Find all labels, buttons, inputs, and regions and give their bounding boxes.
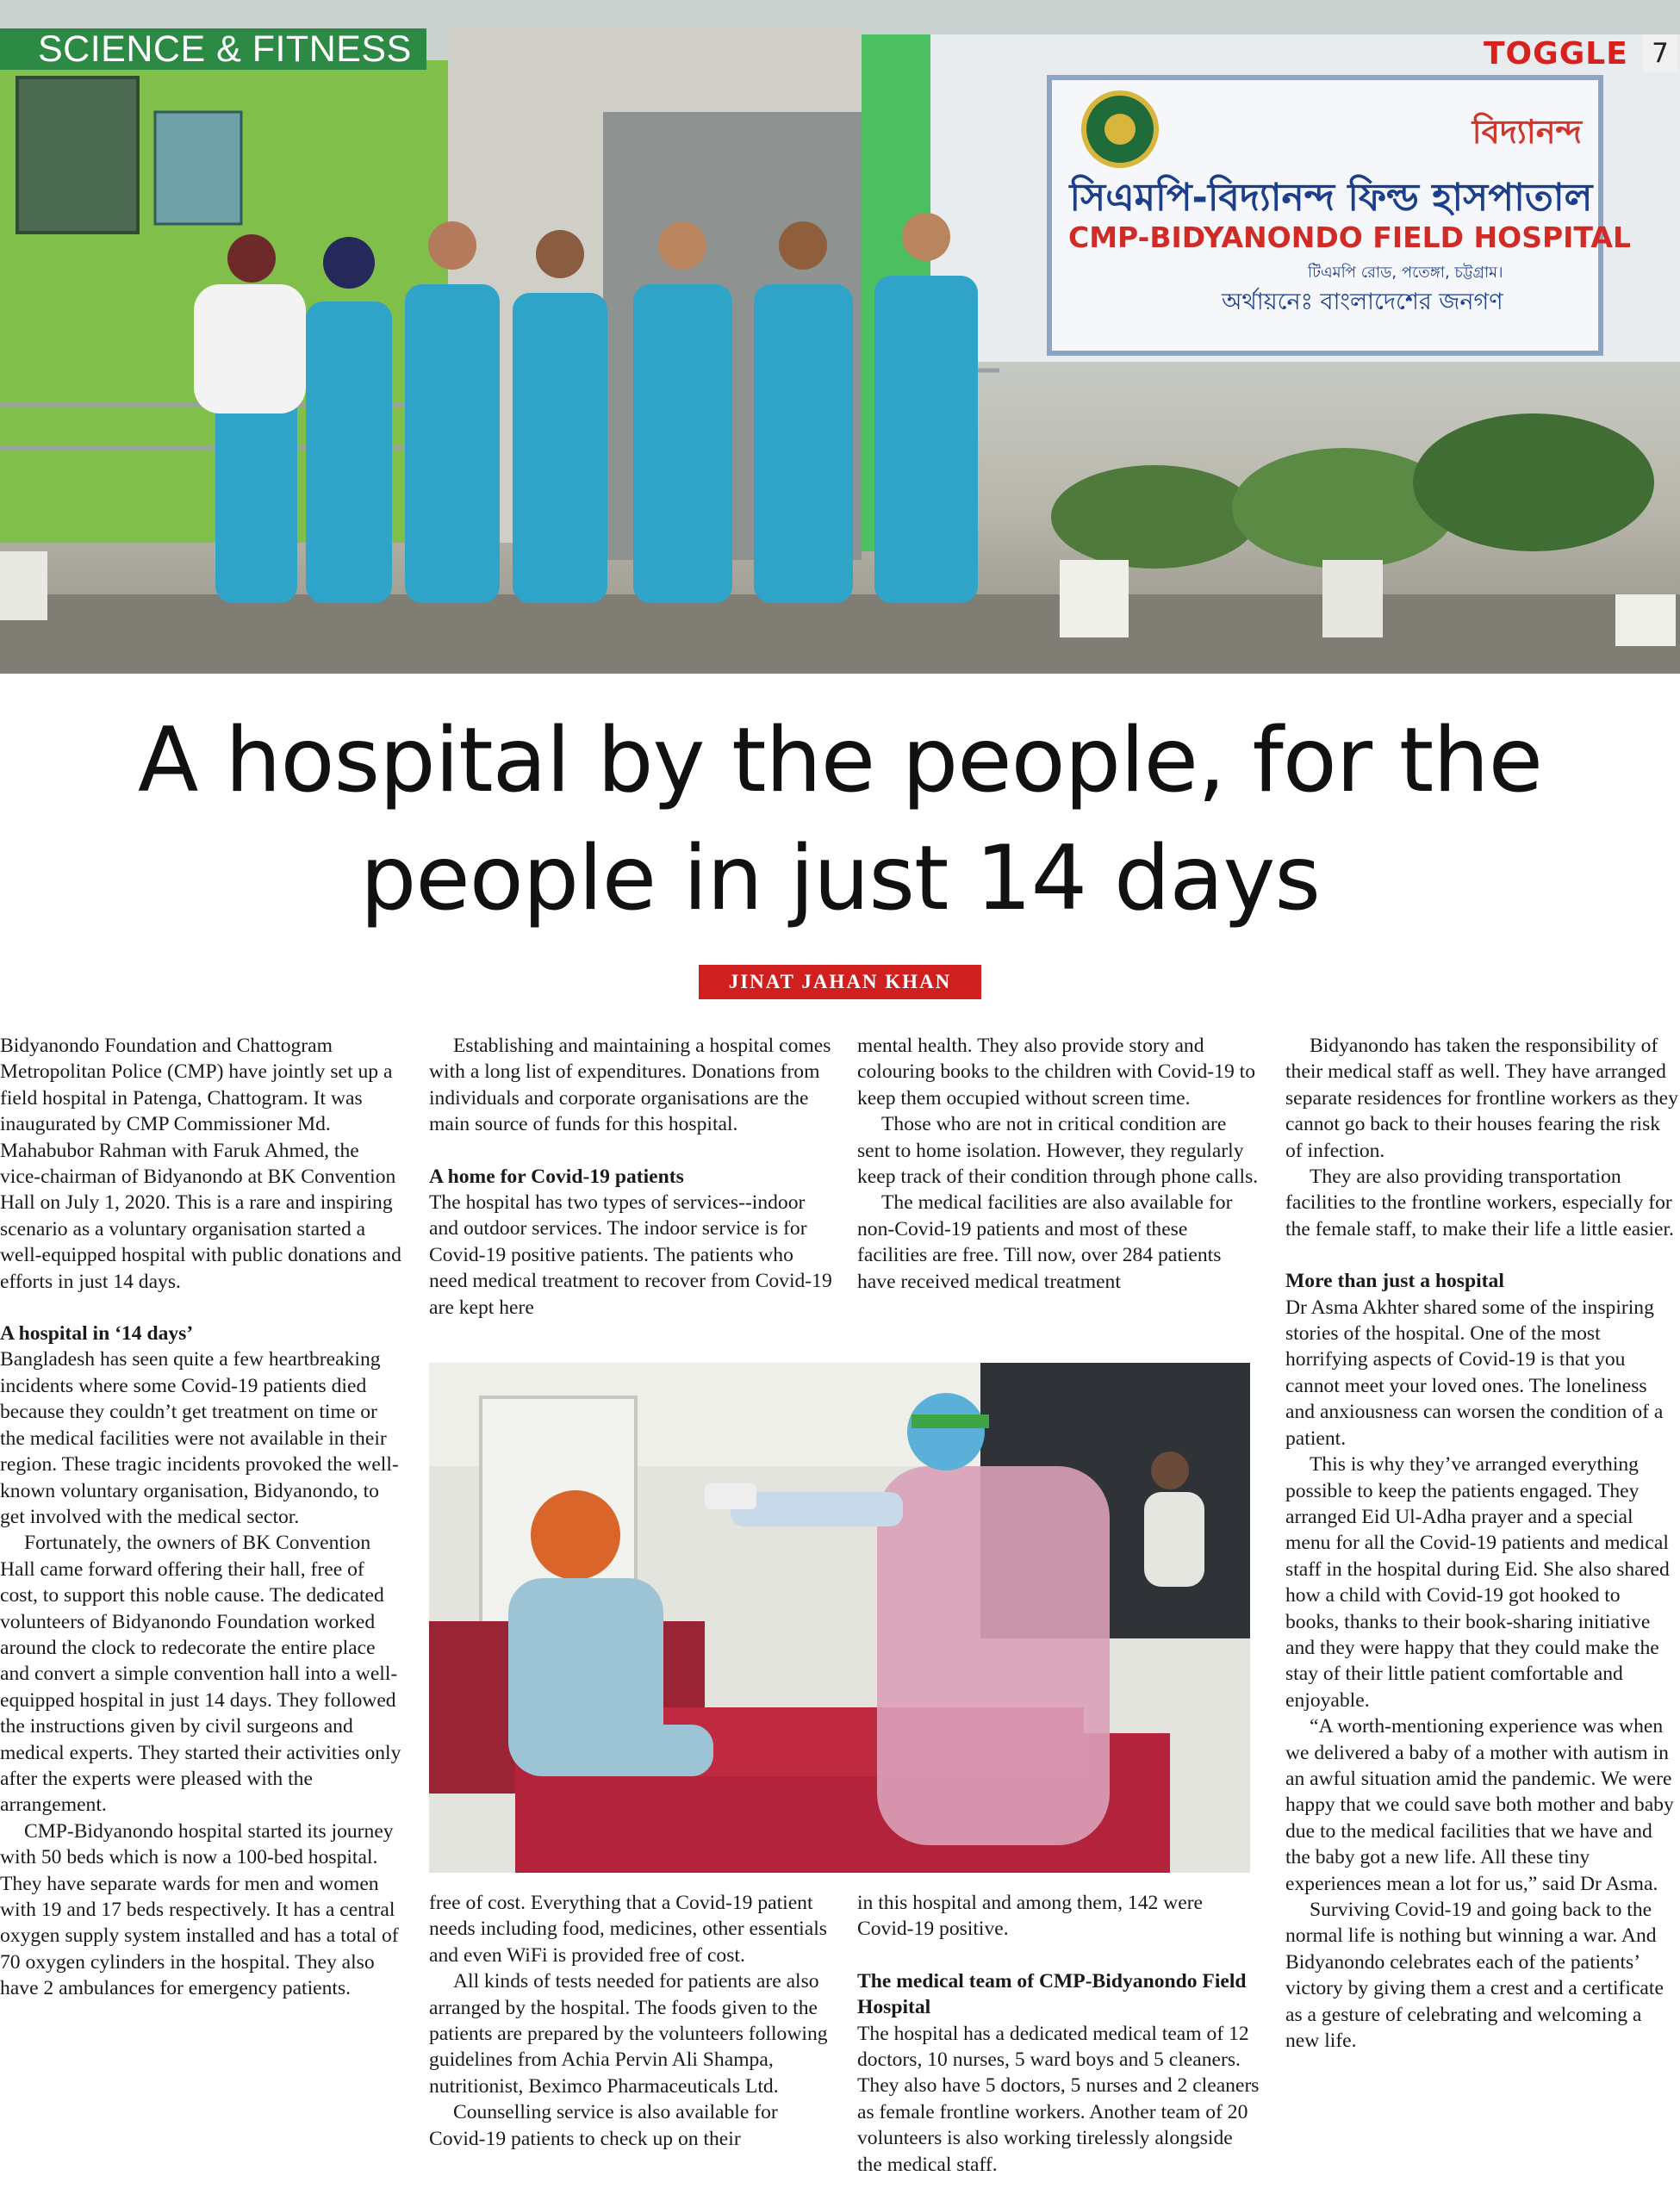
paragraph: Bangladesh has seen quite a few heartbreaking incidents where some Covid-19 patients died because they couldn’t get treatment on time or the medical facilities were not available in their region. These tragic incidents provoked the well-known voluntary organisation, Bidyanondo, to get involved with the medical sector.: [0, 1348, 399, 1528]
paragraph: “A worth-mentioning experience was when we delivered a baby of a mother with autism in an awful situation amid the pandemic. We were happy that we could save both mother and baby due to the medical facilities that we have and the baby got a new life. All these tiny experiences mean a lot for us,” said Dr Asma.: [1285, 1715, 1674, 1895]
paragraph: Bidyanondo Foundation and Chattogram Metropolitan Police (CMP) have jointly set up a field hospital in Patenga, Chattogram. It was inaugurated by CMP Commissioner Md. Mahabubor Rahman with Faruk Ahmed, the vice-chairman of Bidyanondo at BK Convention Hall on July 1, 2020. This is a rare and inspiring scenario as a voluntary organisation started a well-equipped hospital with public donations and efforts in just 14 days.: [0, 1035, 401, 1293]
paragraph: This is why they’ve arranged everything possible to keep the patients engaged. They arranged Eid Ul-Adha prayer and a special menu for all the Covid-19 patients and medical staff in the hospital during Eid. She also shared how a child with Covid-19 got hooked to books, thanks to their book-sharing initiative and they were happy that they could make the stay of their little patient comfortable and enjoyable.: [1285, 1453, 1670, 1712]
section-label: SCIENCE & FITNESS: [0, 28, 426, 70]
sign-logo-text: বিদ্যানন্দ: [1472, 113, 1582, 151]
headline-line-1: A hospital by the people, for the: [138, 709, 1542, 812]
headline-line-2: people in just 14 days: [359, 827, 1321, 930]
paragraph: Counselling service is also available for Covid-19 patients to check up on their: [429, 2101, 778, 2150]
paragraph: in this hospital and among them, 142 were Covid-19 positive.: [857, 1892, 1204, 1941]
article-column-4: [1285, 1033, 1678, 2054]
subheading: A home for Covid-19 patients: [429, 1165, 684, 1188]
paragraph: Surviving Covid-19 and going back to the normal life is nothing but winning a war. And Bidyanondo celebrates each of the patients’ victory by giving them a crest and a certificate as a gesture of celebrating and welcoming a new life.: [1285, 1899, 1664, 2053]
patient-illustration: [429, 1363, 1250, 1873]
article-column-2-top: [429, 1033, 832, 1321]
subheading: More than just a hospital: [1285, 1270, 1504, 1293]
subheading: A hospital in ‘14 days’: [0, 1322, 194, 1346]
article-column-2-bottom: [429, 1890, 832, 2152]
byline: JINAT JAHAN KHAN: [699, 965, 981, 999]
hero-photo: [0, 0, 1680, 674]
sign-title-english: CMP-BIDYANONDO FIELD HOSPITAL: [1068, 221, 1631, 254]
article-headline: [0, 702, 1680, 938]
subheading: The medical team of CMP-Bidyanondo Field Hospital: [857, 1969, 1247, 2019]
paragraph: mental health. They also provide story and colouring books to the children with Covid-19 to keep them occupied without screen time.: [857, 1035, 1255, 1110]
paragraph: Those who are not in critical condition are sent to home isolation. However, they regularly keep track of their condition through phone calls.: [857, 1113, 1259, 1189]
brand-logo: TOGGLE: [1484, 36, 1628, 71]
page-number: 7: [1643, 34, 1677, 72]
patient-photo: [429, 1363, 1250, 1873]
paragraph: The hospital has a dedicated medical team of 12 doctors, 10 nurses, 5 ward boys and 5 cleaners. They also have 5 doctors, 5 nurses and 2 cleaners as female frontline workers. Another team of 20 volunteers is also working tirelessly alongside the medical staff.: [857, 2022, 1260, 2176]
hospital-sign: [1049, 78, 1631, 353]
paragraph: Dr Asma Akhter shared some of the inspiring stories of the hospital. One of the most horrifying aspects of Covid-19 is that you cannot meet your loved ones. The loneliness and anxiousness can worsen the condition of a patient.: [1285, 1296, 1664, 1450]
paragraph: CMP-Bidyanondo hospital started its journey with 50 beds which is now a 100-bed hospital. They have separate wards for men and women with 19 and 17 beds respectively. It has a central oxygen supply system installed and has a total of 70 oxygen cylinders in the hospital. They also have 2 ambulances for emergency patients.: [0, 1819, 399, 2000]
article-column-3-bottom: [857, 1890, 1260, 2178]
paragraph: free of cost. Everything that a Covid-19 patient needs including food, medicines, other essentials and even WiFi is provided free of cost.: [429, 1892, 827, 1967]
article-column-3-top: [857, 1033, 1260, 1295]
article-column-1: [0, 1033, 401, 2002]
paragraph: Fortunately, the owners of BK Convention Hall came forward offering their hall, free of cost, to support this noble cause. The dedicated volunteers of Bidyanondo Foundation worked around the clock to redecorate the entire place and convert a simple convention hall into a well-equipped hospital in just 14 days. They followed the instructions given by civil surgeons and medical experts. They started their activities only after the experts were pleased with the arrangement.: [0, 1532, 401, 1817]
sign-address: টিএমপি রোড, পতেঙ্গা, চট্টগ্রাম।: [1308, 264, 1503, 282]
paragraph: Bidyanondo has taken the responsibility of their medical staff as well. They have arranged separate residences for frontline workers as they cannot go back to their houses fearing the risk of infection.: [1285, 1035, 1678, 1162]
sign-funding: অর্থায়নেঃ বাংলাদেশের জনগণ: [1222, 289, 1503, 315]
paragraph: Establishing and maintaining a hospital comes with a long list of expenditures. Donations from individuals and corporate organisations are the main source of funds for this hospital.: [429, 1035, 831, 1136]
paragraph: All kinds of tests needed for patients are also arranged by the hospital. The foods given to the patients are prepared by the volunteers following guidelines from Achia Pervin Ali Shampa, nutritionist, Beximco Pharmaceuticals Ltd.: [429, 1970, 828, 2098]
paragraph: The medical facilities are also available for non-Covid-19 patients and most of these facilities are free. Till now, over 284 patients have received medical treatment: [857, 1191, 1233, 1293]
sign-title-bengali: সিএমপি-বিদ্যানন্দ ফিল্ড হাসপাতাল: [1069, 176, 1593, 220]
paragraph: They are also providing transportation facilities to the frontline workers, especially for the female staff, to make their life a little easier.: [1285, 1166, 1674, 1240]
paragraph: The hospital has two types of services--indoor and outdoor services. The indoor service is for Covid-19 positive patients. The patients who need medical treatment to recover from Covid-19 are kept here: [429, 1191, 832, 1319]
